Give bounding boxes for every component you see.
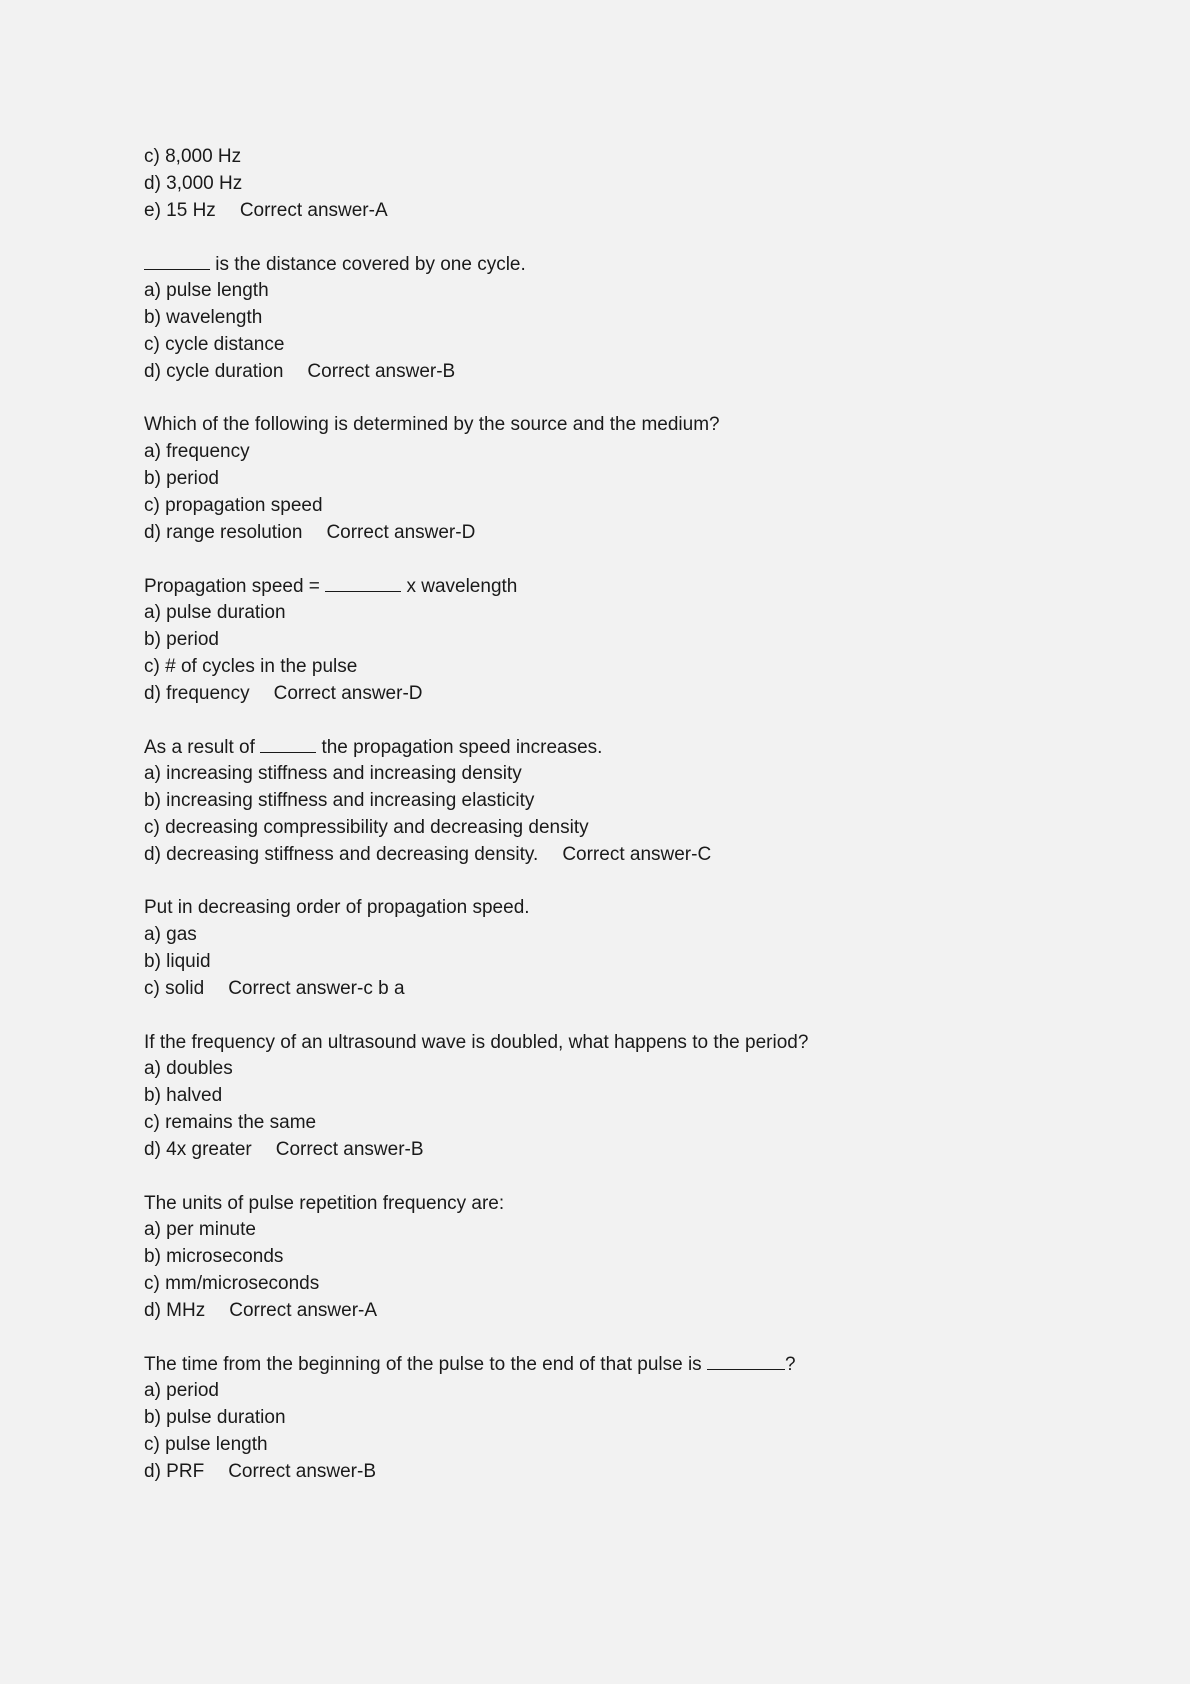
question-stem-text: is the distance covered by one cycle. <box>210 254 526 276</box>
option: a) frequency <box>144 441 250 463</box>
question-block-frequency-continued <box>144 144 1190 224</box>
option: d) range resolution <box>144 521 303 543</box>
option: d) cycle duration <box>144 360 284 382</box>
option: a) pulse length <box>144 280 269 302</box>
option-with-answer <box>144 198 1190 225</box>
question-stem-text: the propagation speed increases. <box>316 737 603 759</box>
correct-answer: Correct answer-A <box>229 1299 378 1321</box>
option: a) period <box>144 1380 219 1402</box>
question-stem <box>144 573 1190 600</box>
option: b) pulse duration <box>144 1407 286 1429</box>
option: d) PRF <box>144 1460 205 1482</box>
option: b) wavelength <box>144 306 263 328</box>
question-block-pulse-time <box>144 1351 1190 1485</box>
option: a) gas <box>144 924 197 946</box>
option: a) doubles <box>144 1058 233 1080</box>
correct-answer: Correct answer-B <box>307 360 456 382</box>
question-block-frequency-doubled <box>144 1030 1190 1164</box>
fill-in-blank <box>325 573 401 592</box>
fill-in-blank <box>707 1351 785 1370</box>
option-with-answer <box>144 976 1190 1003</box>
question-stem: Which of the following is determined by the source and the medium? <box>144 414 720 436</box>
question-block-propagation-speed-increase <box>144 734 1190 868</box>
option: e) 15 Hz <box>144 199 216 221</box>
correct-answer: Correct answer-c b a <box>228 977 405 999</box>
option: c) propagation speed <box>144 494 323 516</box>
option-with-answer <box>144 1298 1190 1325</box>
question-stem <box>144 251 1190 278</box>
question-stem <box>144 1351 1190 1378</box>
option: b) period <box>144 628 219 650</box>
option: c) solid <box>144 977 205 999</box>
question-stem-text: As a result of <box>144 737 261 759</box>
question-stem: If the frequency of an ultrasound wave is doubled, what happens to the period? <box>144 1031 809 1053</box>
fill-in-blank <box>260 734 316 753</box>
option-with-answer <box>144 681 1190 708</box>
option-with-answer <box>144 359 1190 386</box>
fill-in-blank <box>144 251 210 270</box>
correct-answer: Correct answer-A <box>239 199 388 221</box>
option: b) liquid <box>144 950 211 972</box>
option: c) pulse length <box>144 1433 268 1455</box>
option: d) MHz <box>144 1299 206 1321</box>
question-stem-text: ? <box>784 1354 796 1376</box>
option: c) 8,000 Hz <box>144 146 242 167</box>
option-with-answer <box>144 1459 1190 1486</box>
correct-answer: Correct answer-B <box>228 1460 377 1482</box>
option: c) cycle distance <box>144 333 285 355</box>
option: c) mm/microseconds <box>144 1272 320 1294</box>
option: c) # of cycles in the pulse <box>144 655 358 677</box>
option: b) period <box>144 467 219 489</box>
option: a) pulse duration <box>144 602 286 624</box>
correct-answer: Correct answer-C <box>562 843 712 865</box>
question-block-source-medium <box>144 412 1190 546</box>
question-stem-text: x wavelength <box>401 576 518 598</box>
option: a) per minute <box>144 1219 256 1241</box>
option: d) frequency <box>144 682 250 704</box>
option-with-answer <box>144 1137 1190 1164</box>
option: b) increasing stiffness and increasing elasticity <box>144 789 535 811</box>
question-block-prf-units <box>144 1191 1190 1325</box>
question-block-decreasing-order <box>144 895 1190 1002</box>
correct-answer: Correct answer-D <box>326 521 476 543</box>
option: b) halved <box>144 1085 223 1107</box>
option: a) increasing stiffness and increasing density <box>144 763 522 785</box>
correct-answer: Correct answer-D <box>273 682 423 704</box>
option: d) decreasing stiffness and decreasing density. <box>144 843 539 865</box>
option: c) decreasing compressibility and decreasing density <box>144 816 589 838</box>
question-stem <box>144 734 1190 761</box>
correct-answer: Correct answer-B <box>275 1138 424 1160</box>
option: d) 3,000 Hz <box>144 172 243 194</box>
question-stem: The units of pulse repetition frequency are: <box>144 1192 505 1214</box>
option: d) 4x greater <box>144 1138 252 1160</box>
question-block-propagation-speed-formula <box>144 573 1190 707</box>
option-with-answer <box>144 842 1190 869</box>
option-with-answer <box>144 520 1190 547</box>
option: c) remains the same <box>144 1111 317 1133</box>
question-block-wavelength <box>144 251 1190 385</box>
question-stem: Put in decreasing order of propagation speed. <box>144 897 530 919</box>
question-stem-text: Propagation speed = <box>144 576 326 598</box>
question-stem-text: The time from the beginning of the pulse to the end of that pulse is <box>144 1354 707 1376</box>
option: b) microseconds <box>144 1246 284 1268</box>
